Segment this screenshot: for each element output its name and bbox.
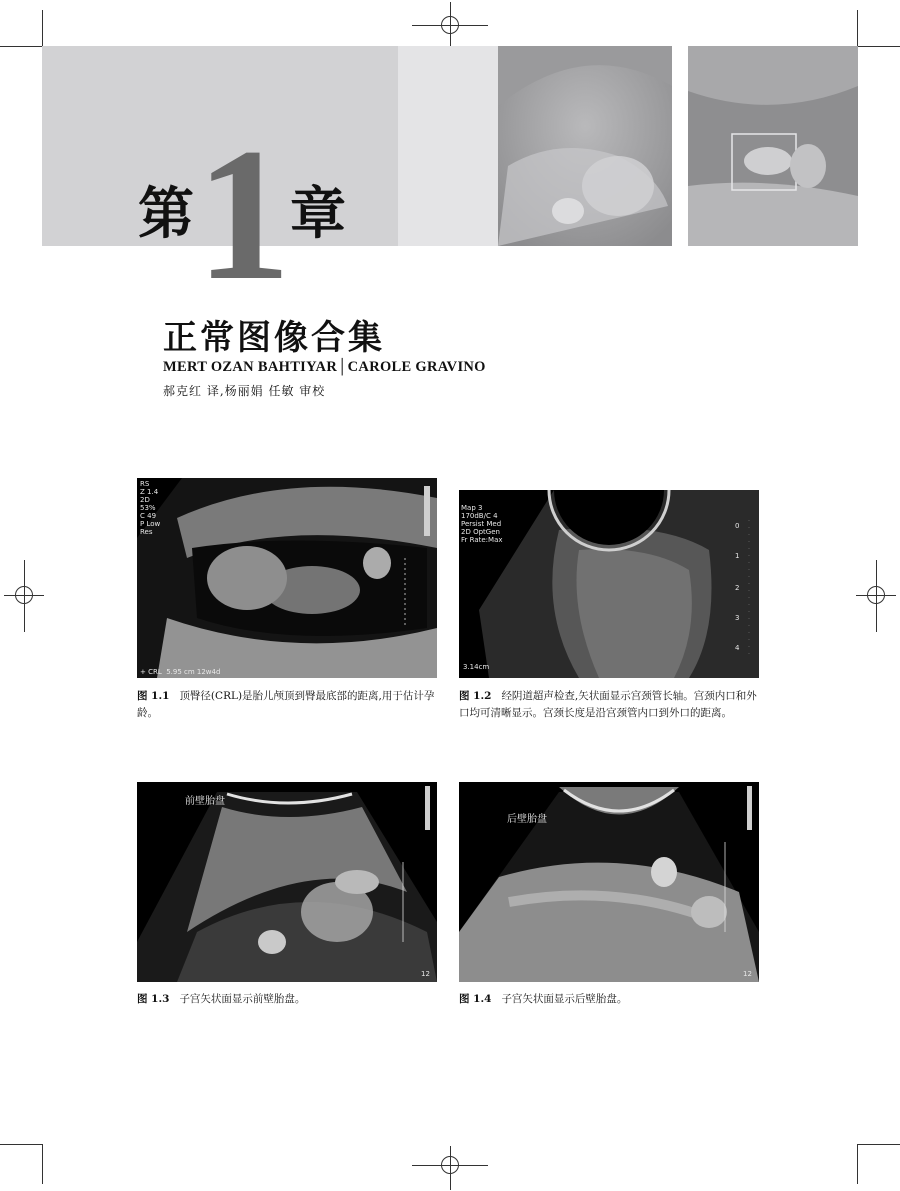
figure-1-3-label: 前壁胎盘	[185, 796, 225, 807]
chapter-prefix: 第	[138, 181, 194, 247]
figure-1-2-scale-1: 1	[735, 552, 740, 560]
figure-1-1-caption	[137, 688, 437, 722]
figure-1-4-caption-text: 子宫矢状面显示后壁胎盘。	[501, 993, 628, 1005]
figure-1-2-number: 图 1.2	[459, 690, 492, 702]
figure-1-3-number: 图 1.3	[137, 993, 170, 1005]
figure-1-1-measurement: + CRL 5.95 cm 12w4d	[140, 668, 221, 676]
figure-1-2-measurement: 3.14cm	[463, 663, 490, 671]
figure-1-4-label: 后壁胎盘	[507, 814, 547, 825]
figure-1-2-scale-0: 0	[735, 522, 740, 530]
figure-1-2-scale-3: 3	[735, 614, 740, 622]
figure-1-2-caption	[459, 688, 759, 722]
figure-1-3-caption	[137, 991, 437, 1008]
translators: 郝克红 译,杨丽娟 任敏 审校	[163, 384, 326, 398]
chapter-banner-gap	[398, 46, 498, 246]
chapter-title: 正常图像合集	[163, 318, 385, 358]
figure-1-2-image	[459, 490, 759, 678]
chapter-number: 1	[196, 110, 291, 320]
figure-1-4-depth: 12	[743, 970, 752, 978]
figure-1-4-image	[459, 782, 759, 982]
figure-1-4-caption	[459, 991, 759, 1008]
figure-1-2-caption-text: 经阴道超声检查,矢状面显示宫颈管长轴。宫颈内口和外口均可清晰显示。宫颈长度是沿宫颈管内口到外口的距离。	[459, 690, 757, 719]
banner-ultrasound-image-right	[688, 46, 858, 246]
authors: MERT OZAN BAHTIYAR│CAROLE GRAVINO	[163, 359, 486, 375]
figure-1-3-depth: 12	[421, 970, 430, 978]
figure-1-2-scale-4: 4	[735, 644, 740, 652]
figure-1-3-caption-text: 子宫矢状面显示前壁胎盘。	[179, 993, 306, 1005]
figure-1-1-number: 图 1.1	[137, 690, 170, 702]
banner-ultrasound-image-left	[498, 46, 672, 246]
figure-1-1-caption-text: 顶臀径(CRL)是胎儿颅顶到臀最底部的距离,用于估计孕龄。	[137, 690, 435, 719]
chapter-suffix: 章	[290, 181, 346, 247]
figure-1-3-image	[137, 782, 437, 982]
figure-1-4-number: 图 1.4	[459, 993, 492, 1005]
figure-1-2-scale-2: 2	[735, 584, 740, 592]
figure-1-1-settings: RS Z 1.4 2D 53% C 49 P Low Res	[140, 480, 161, 536]
figure-1-2-settings: Map 3 170dB/C 4 Persist Med 2D OptGen Fr Rate:Max	[461, 504, 503, 544]
figure-1-1-image	[137, 478, 437, 678]
